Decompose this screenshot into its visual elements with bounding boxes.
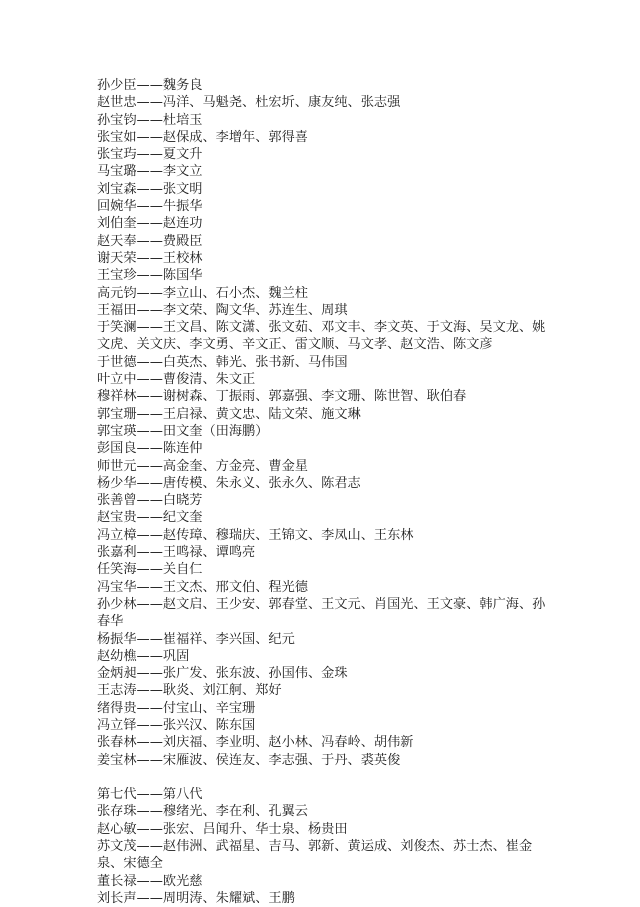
lineage-entry: 回婉华——牛振华 bbox=[97, 199, 203, 215]
lineage-entry: 杨振华——崔福祥、李兴国、纪元 bbox=[97, 631, 295, 647]
lineage-entry: 冯立铎——张兴汉、陈东国 bbox=[97, 717, 256, 733]
section-spacer bbox=[97, 769, 552, 786]
section-heading: 第七代——第八代 bbox=[97, 787, 203, 803]
lineage-list bbox=[97, 77, 552, 907]
lineage-entry: 王志涛——耿炎、刘江舸、郑好 bbox=[97, 683, 282, 699]
lineage-entry: 冯宝华——王文杰、邢文伯、程光德 bbox=[97, 579, 308, 595]
lineage-section-eighth-generation bbox=[97, 803, 552, 907]
lineage-entry: 刘长声——周明涛、朱耀斌、王鹏 bbox=[97, 890, 295, 906]
lineage-entry: 苏文茂——赵伟洲、武福星、吉马、郭新、黄运成、刘俊杰、苏士杰、崔金泉、宋德全 bbox=[97, 839, 533, 872]
lineage-entry: 赵心敏——张宏、吕闻升、华士泉、杨贵田 bbox=[97, 821, 348, 837]
lineage-entry: 赵世忠——冯洋、马魁尧、杜宏圻、康友纯、张志强 bbox=[97, 95, 401, 111]
lineage-entry: 金炳昶——张广发、张东波、孙国伟、金珠 bbox=[97, 666, 348, 682]
lineage-entry: 绪得贵——付宝山、辛宝珊 bbox=[97, 700, 256, 716]
lineage-entry: 高元钧——李立山、石小杰、魏兰柱 bbox=[97, 285, 308, 301]
lineage-entry: 任笑海——关自仁 bbox=[97, 562, 203, 578]
lineage-entry: 赵宝贵——纪文奎 bbox=[97, 510, 203, 526]
lineage-section-seventh-generation bbox=[97, 77, 552, 769]
lineage-entry: 郭宝珊——王启禄、黄文忠、陆文荣、施文琳 bbox=[97, 406, 361, 422]
lineage-entry: 冯立樟——赵传璋、穆瑞庆、王锦文、李凤山、王东林 bbox=[97, 527, 414, 543]
lineage-entry: 张春林——刘庆福、李业明、赵小林、冯春岭、胡伟新 bbox=[97, 735, 414, 751]
lineage-entry: 刘宝森——张文明 bbox=[97, 181, 203, 197]
lineage-entry: 郭宝瑛——田文奎（田海鹏） bbox=[97, 423, 269, 439]
lineage-entry: 赵天奉——费殿臣 bbox=[97, 233, 203, 249]
lineage-entry: 王福田——李文荣、陶文华、苏连生、周琪 bbox=[97, 302, 348, 318]
lineage-entry: 刘伯奎——赵连功 bbox=[97, 216, 203, 232]
lineage-entry: 张善曾——白晓芳 bbox=[97, 493, 203, 509]
lineage-entry: 张嘉利——王鸣禄、谭鸣亮 bbox=[97, 545, 256, 561]
lineage-entry: 孙少林——赵文启、王少安、郭春堂、王文元、肖国光、王文豪、韩广海、孙春华 bbox=[97, 596, 546, 630]
lineage-entry: 叶立中——曹俊清、朱文正 bbox=[97, 372, 256, 388]
lineage-entry: 董长禄——欧光慈 bbox=[97, 873, 203, 889]
lineage-entry: 姜宝林——宋雁波、侯连友、李志强、于丹、裘英俊 bbox=[97, 752, 401, 768]
lineage-entry: 师世元——高金奎、方金亮、曹金星 bbox=[97, 458, 308, 474]
lineage-entry: 张宝玙——夏文升 bbox=[97, 147, 203, 163]
lineage-entry: 谢天荣——王校林 bbox=[97, 250, 203, 266]
lineage-entry: 赵幼樵——巩固 bbox=[97, 648, 190, 664]
lineage-entry: 于世德——白英杰、韩光、张书新、马伟国 bbox=[97, 354, 348, 370]
lineage-entry: 孙宝钧——杜培玉 bbox=[97, 112, 203, 128]
lineage-entry: 彭国良——陈连仲 bbox=[97, 441, 203, 457]
lineage-entry: 穆祥林——谢树森、丁振雨、郭嘉强、李文珊、陈世智、耿伯春 bbox=[97, 389, 467, 405]
lineage-entry: 张宝如——赵保成、李增年、郭得喜 bbox=[97, 129, 308, 145]
lineage-entry: 王宝珍——陈国华 bbox=[97, 268, 203, 284]
lineage-entry: 马宝璐——李文立 bbox=[97, 164, 203, 180]
lineage-entry: 孙少臣——魏务良 bbox=[97, 78, 203, 93]
lineage-entry: 杨少华——唐传模、朱永义、张永久、陈君志 bbox=[97, 475, 361, 491]
lineage-entry: 于笑澜——王文昌、陈文潇、张文茹、邓文丰、李文英、于文海、吴文龙、姚文虎、关文庆、李文勇、辛文正、雷文顺、马文孝、赵文浩、陈文彦 bbox=[97, 320, 546, 353]
lineage-entry: 张存珠——穆绪光、李在利、孔翼云 bbox=[97, 804, 308, 820]
